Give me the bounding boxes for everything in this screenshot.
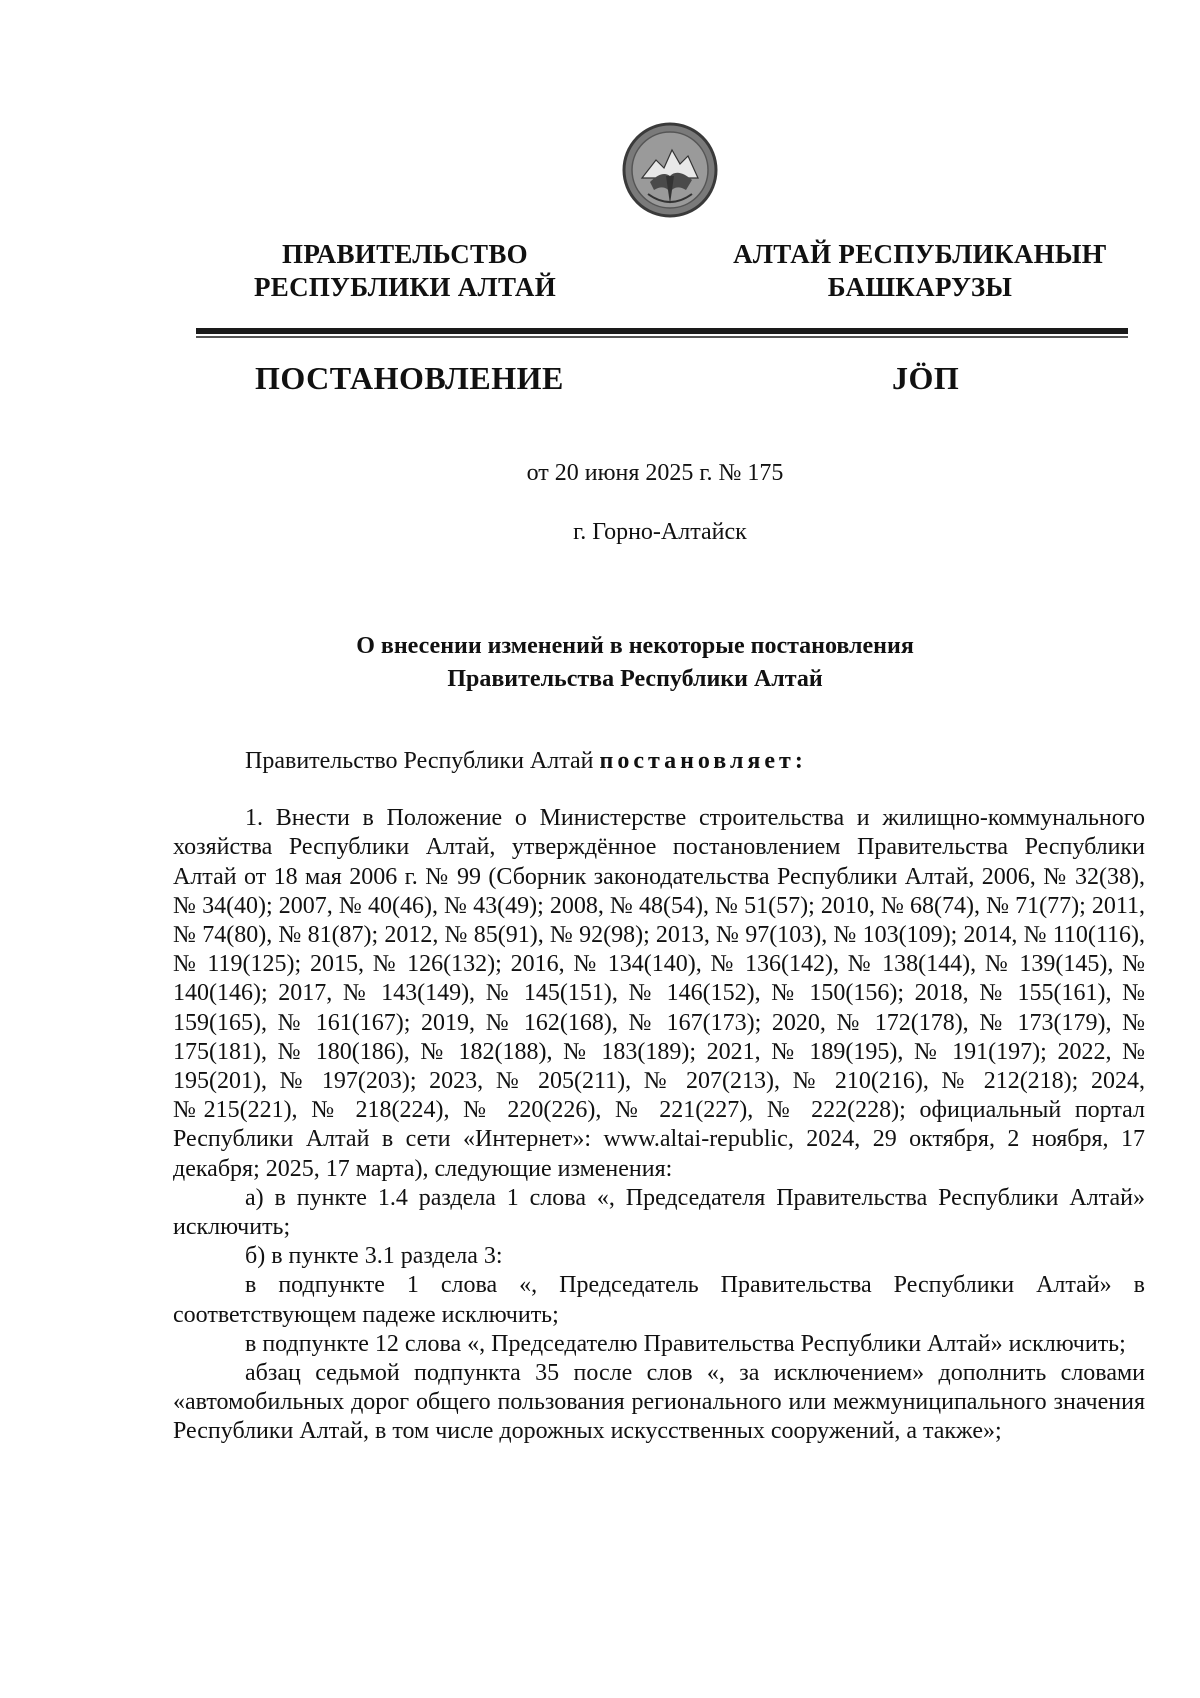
paragraph-item-b-sub12: в подпункте 12 слова «, Председателю Правительства Республики Алтай» исключить; bbox=[245, 1330, 1126, 1357]
resolution-keyword: постановляет: bbox=[599, 748, 807, 774]
government-name-altai-line2: БАШКАРУЗЫ bbox=[827, 272, 1013, 302]
government-name-altai bbox=[720, 238, 1120, 304]
document-body bbox=[173, 747, 1145, 1447]
government-name-russian bbox=[215, 238, 595, 304]
document-title bbox=[0, 630, 1200, 696]
paragraph-item-b: б) в пункте 3.1 раздела 3: bbox=[245, 1243, 503, 1270]
paragraph-item-1: 1. Внести в Положение о Министерстве строительства и жилищно-коммунального хозяйства Республики Алтай, утверждённое постановлением Правительства Республики Алтай от 18 мая 2006 г. № 99 (Сборник законодательства Республики Алтай, 2006, № 32(38), № 34(40); 2007, № 40(46), № 43(49); 2008, № 48(54), № 51(57); 2010, № 68(74), № 71(77); 2011, № 74(80), № 81(87); 2012, № 85(91), № 92(98); 2013, № 97(103), № 103(109); 2014, № 110(116), № 119(125); 2015, № 126(132); 2016, № 134(140), № 136(142), № 138(144), № 139(145), № 140(146); 2017, № 143(149), № 145(151), № 146(152), № 150(156); 2018, № 155(161), № 159(165), № 161(167); 2019, № 162(168), № 167(173); 2020, № 172(178), № 173(179), № 175(181), № 180(186), № 182(188), № 183(189); 2021, № 189(195), № 191(197); 2022, № 195(201), № 197(203); 2023, № 205(211), № 207(213), № 210(216), № 212(218); 2024, №215(221), № 218(224), № 220(226), № 221(227), № 222(228); официальный портал Республики Алтай в сети «Интернет»: www.altai-republic, 2024, 29 октября, 2 ноября, 17 декабря; 2025, 17 марта), следующие изменения: bbox=[173, 805, 1145, 1182]
resolution-intro bbox=[173, 747, 1145, 776]
altai-coat-of-arms-icon bbox=[620, 120, 720, 220]
header-divider-thin bbox=[196, 336, 1128, 338]
header-divider-thick bbox=[196, 328, 1128, 334]
paragraph-item-a: а) в пункте 1.4 раздела 1 слова «, Председателя Правительства Республики Алтай» исключить; bbox=[173, 1184, 1145, 1241]
government-name-line1: ПРАВИТЕЛЬСТВО bbox=[282, 239, 528, 269]
government-name-altai-line1: АЛТАЙ РЕСПУБЛИКАНЫҤ bbox=[733, 239, 1107, 269]
paragraph-item-b-sub35: абзац седьмой подпункта 35 после слов «, за исключением» дополнить словами «автомобильных дорог общего пользования регионального или межмуниципального значения Республики Алтай, в том числе дорожных искусственных сооружений, а также»; bbox=[173, 1360, 1145, 1445]
paragraph-item-b-sub1: в подпункте 1 слова «, Председатель Правительства Республики Алтай» в соответствующем падеже исключить; bbox=[173, 1272, 1145, 1328]
document-title-line2: Правительства Республики Алтай bbox=[447, 666, 823, 692]
document-title-line1: О внесении изменений в некоторые постановления bbox=[356, 633, 914, 659]
document-city: г. Горно-Алтайск bbox=[573, 519, 747, 545]
document-date-number: от 20 июня 2025 г. № 175 bbox=[526, 460, 784, 486]
government-name-line2: РЕСПУБЛИКИ АЛТАЙ bbox=[253, 272, 557, 302]
doctype-russian: ПОСТАНОВЛЕНИЕ bbox=[255, 360, 564, 396]
doctype-altai: JÖП bbox=[892, 360, 960, 396]
resolution-intro-text: Правительство Республики Алтай bbox=[245, 748, 600, 774]
